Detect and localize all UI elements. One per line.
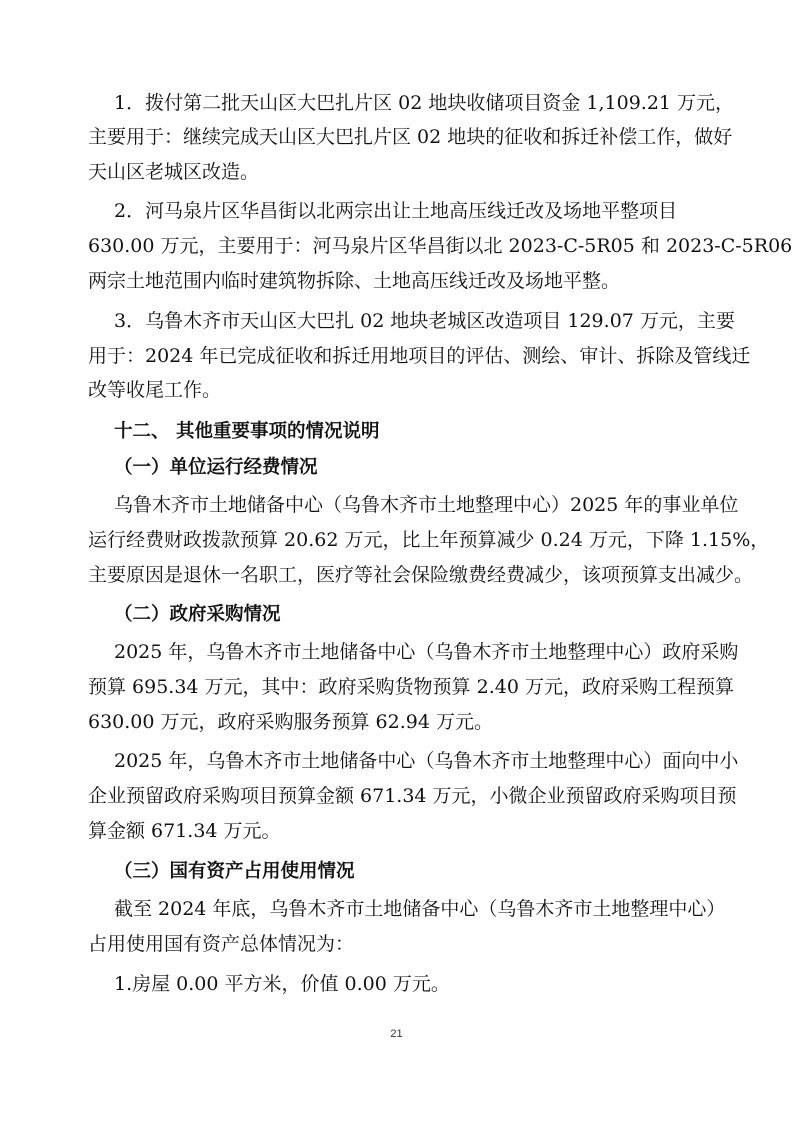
paragraph-line: 运行经费财政拨款预算 20.62 万元，比上年预算减少 0.24 万元，下降 1.15%，	[88, 529, 770, 551]
paragraph-line: 630.00 万元，政府采购服务预算 62.94 万元。	[88, 711, 493, 733]
paragraph-line: 2．河马泉片区华昌街以北两宗出让土地高压线迁改及场地平整项目	[114, 200, 678, 222]
subsection-heading: （二）政府采购情况	[114, 604, 281, 625]
paragraph-line: 用于：2024 年已完成征收和拆迁用地项目的评估、测绘、审计、拆除及管线迁	[88, 345, 751, 367]
paragraph-line: 1．拨付第二批天山区大巴扎片区 02 地块收储项目资金 1,109.21 万元，	[114, 92, 735, 114]
paragraph-line: 企业预留政府采购项目预算金额 671.34 万元，小微企业预留政府采购项目预	[88, 785, 737, 807]
section-heading: 十二、 其他重要事项的情况说明	[114, 421, 380, 442]
paragraph-line: 改等收尾工作。	[88, 379, 222, 401]
paragraph-line: 主要用于：继续完成天山区大巴扎片区 02 地块的征收和拆迁补偿工作，做好	[88, 126, 733, 148]
page-number: 21	[390, 1028, 403, 1040]
paragraph-line: 算金额 671.34 万元。	[88, 820, 281, 842]
subsection-heading: （三）国有资产占用使用情况	[114, 861, 355, 882]
paragraph-line: 主要原因是退休一名职工，医疗等社会保险缴费经费减少，该项预算支出减少。	[88, 564, 754, 586]
subsection-heading: （一）单位运行经费情况	[114, 457, 318, 478]
paragraph-line: 截至 2024 年底，乌鲁木齐市土地储备中心（乌鲁木齐市土地整理中心）	[114, 898, 726, 920]
paragraph-line: 1.房屋 0.00 平方米，价值 0.00 万元。	[114, 973, 450, 995]
paragraph-line: 2025 年，乌鲁木齐市土地储备中心（乌鲁木齐市土地整理中心）面向中小	[114, 750, 739, 772]
paragraph-line: 3．乌鲁木齐市天山区大巴扎 02 地块老城区改造项目 129.07 万元，主要	[114, 310, 735, 332]
paragraph-line: 乌鲁木齐市土地储备中心（乌鲁木齐市土地整理中心）2025 年的事业单位	[114, 494, 739, 516]
paragraph-line: 2025 年，乌鲁木齐市土地储备中心（乌鲁木齐市土地整理中心）政府采购	[114, 641, 739, 663]
paragraph-line: 占用使用国有资产总体情况为：	[88, 933, 355, 955]
paragraph-line: 两宗土地范围内临时建筑物拆除、土地高压线迁改及场地平整。	[88, 270, 621, 292]
paragraph-line: 预算 695.34 万元，其中：政府采购货物预算 2.40 万元，政府采购工程预算	[88, 676, 734, 698]
paragraph-line: 天山区老城区改造。	[88, 161, 260, 183]
paragraph-line: 630.00 万元，主要用于：河马泉片区华昌街以北 2023-C-5R05 和 2023-C-5R06	[88, 235, 793, 257]
